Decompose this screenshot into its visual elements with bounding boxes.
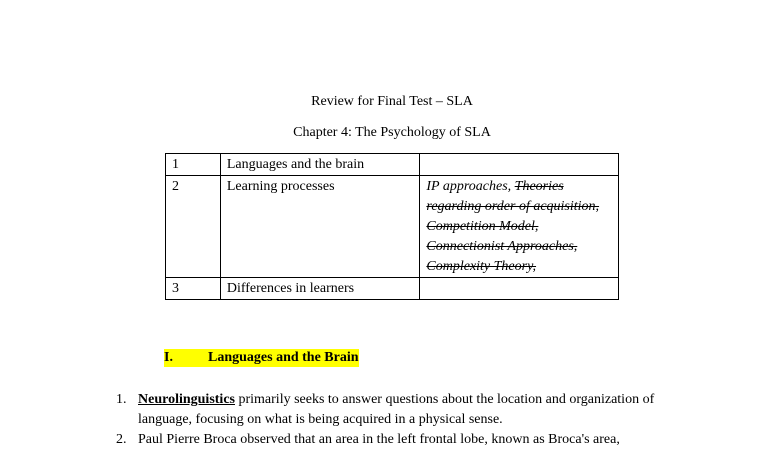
- notes-struck: Theories regarding order of acquisition, Competition Model, Connectionist Approaches, Complexity Theory,: [426, 179, 600, 274]
- row-notes: [420, 278, 619, 300]
- list-text: [138, 390, 698, 430]
- section-title: Languages and the Brain: [208, 350, 359, 365]
- item-text: primarily seeks to answer questions about the location and organization of language, focusing on what is being acquired in a physical sense.: [138, 392, 655, 427]
- row-topic: Languages and the brain: [220, 154, 420, 176]
- table-row: [166, 176, 619, 278]
- table-row: [166, 278, 619, 300]
- item-text: Paul Pierre Broca observed that an area in the left frontal lobe, known as Broca's area,: [138, 432, 620, 447]
- chapter-title: Chapter 4: The Psychology of SLA: [293, 125, 491, 140]
- list-number: 2.: [116, 432, 127, 447]
- section-heading: [164, 349, 359, 367]
- row-number: 1: [166, 154, 221, 176]
- row-notes: [420, 154, 619, 176]
- section-numeral: I.: [164, 350, 173, 365]
- document-title: Review for Final Test – SLA: [311, 94, 473, 109]
- list-text: [138, 430, 698, 450]
- key-term: Neurolinguistics: [138, 392, 235, 407]
- notes-plain: IP approaches,: [426, 179, 515, 194]
- row-topic: Learning processes: [220, 176, 420, 278]
- table-row: [166, 154, 619, 176]
- row-number: 3: [166, 278, 221, 300]
- row-number: 2: [166, 176, 221, 278]
- topics-table: [165, 153, 619, 300]
- row-topic: Differences in learners: [220, 278, 420, 300]
- list-number: 1.: [116, 392, 127, 407]
- row-notes: [420, 176, 619, 278]
